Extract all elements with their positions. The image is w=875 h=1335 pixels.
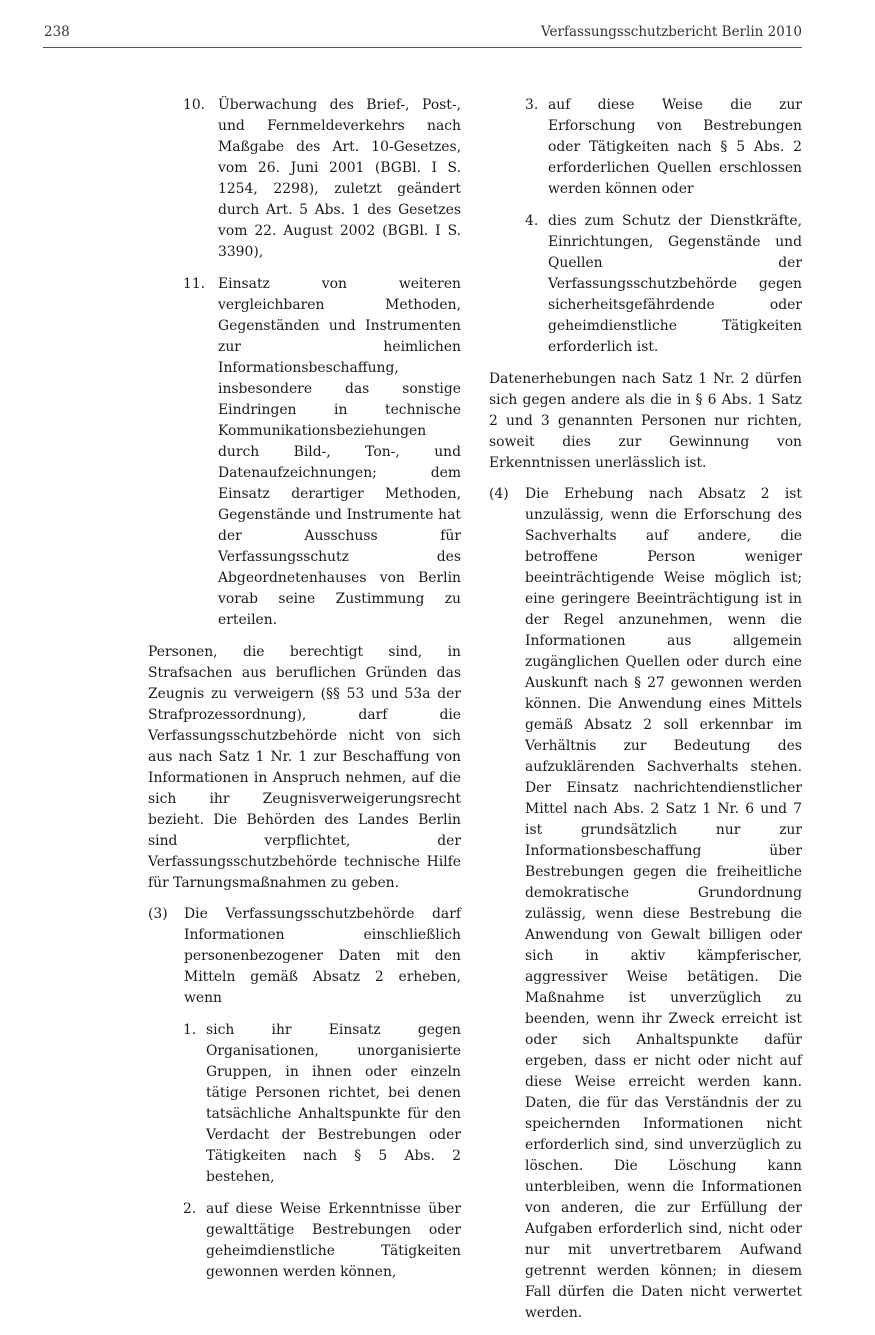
paragraph-data-collection: Datenerhebungen nach Satz 1 Nr. 2 dürfen sich gegen andere als die in § 6 Abs. 1 Satz 2 und 3 genannten Personen nur richten, soweit dies zur Gewinnung von Erkenntnissen unerlässlich ist. bbox=[489, 371, 802, 471]
sub-item-1 bbox=[148, 1020, 461, 1188]
list-number: 2. bbox=[183, 1201, 197, 1217]
sub-item-4 bbox=[489, 211, 802, 358]
section-number: (3) bbox=[148, 906, 168, 922]
list-number: 4. bbox=[525, 213, 539, 229]
sub-item-3 bbox=[489, 95, 802, 200]
page-number: 238 bbox=[44, 24, 70, 40]
list-text: dies zum Schutz der Dienstkräfte, Einrichtungen, Gegenstände und Quellen der Verfassungsschutzbehörde gegen sicherheitsgefährdende oder geheimdienstliche Tätigkeiten erforderlich ist. bbox=[548, 213, 802, 355]
list-number: 10. bbox=[183, 97, 206, 113]
section-3 bbox=[148, 904, 461, 1009]
paragraph-persons: Personen, die berechtigt sind, in Strafsachen aus beruflichen Gründen das Zeugnis zu verweigern (§§ 53 und 53a der Strafprozessordnung), darf die Verfassungsschutzbehörde nicht von sich aus nach Satz 1 Nr. 1 zur Beschaffung von Informationen in Anspruch nehmen, auf die sich ihr Zeugnisverweigerungsrecht bezieht. Die Behörden des Landes Berlin sind verpflichtet, der Verfassungsschutzbehörde technische Hilfe für Tarnungsmaßnahmen zu geben. bbox=[148, 644, 461, 891]
list-number: 11. bbox=[183, 276, 206, 292]
section-text: Die Erhebung nach Absatz 2 ist unzulässig, wenn die Erforschung des Sachverhalts auf andere, die betroffene Person weniger beeinträchtigende Weise möglich ist; eine geringere Beeinträchtigung ist in der Regel anzunehmen, wenn die Informationen aus allgemein zugänglichen Quellen oder durch eine Auskunft nach § 27 gewonnen werden können. Die Anwendung eines Mittels gemäß Absatz 2 soll erkennbar im Verhältnis zur Bedeutung des aufzuklärenden Sachverhalts stehen. Der Einsatz nachrichtendienstlicher Mittel nach Abs. 2 Satz 1 Nr. 6 und 7 ist grundsätzlich nur zur Informationsbeschaffung über Bestrebungen gegen die freiheitliche demokratische Grundordnung zulässig, wenn diese Bestrebung die Anwendung von Gewalt billigen oder sich in aktiv kämpferischer, aggressiver Weise betätigen. Die Maßnahme ist unverzüglich zu beenden, wenn ihr Zweck erreicht ist oder sich Anhaltspunkte dafür ergeben, dass er nicht oder nicht auf diese Weise erreicht werden kann. Daten, die für das Verständnis der zu speichernden Informationen nicht erforderlich sind, sind unverzüglich zu löschen. Die Löschung kann unterbleiben, wenn die Informationen von anderen, die zur Erfüllung der Aufgaben erforderlich sind, nicht oder nur mit unvertretbarem Aufwand getrennt werden können; in diesem Fall dürfen die Daten nicht verwertet werden. bbox=[525, 486, 802, 1321]
section-4 bbox=[489, 484, 802, 1324]
list-item-10 bbox=[148, 95, 461, 263]
sub-item-2 bbox=[148, 1199, 461, 1283]
left-column bbox=[148, 95, 461, 1294]
right-column bbox=[489, 95, 802, 1335]
section-text: Die Verfassungsschutzbehörde darf Informationen einschließlich personenbezogener Daten mit den Mitteln gemäß Absatz 2 erheben, wenn bbox=[184, 906, 461, 1006]
list-text: auf diese Weise die zur Erforschung von Bestrebungen oder Tätigkeiten nach § 5 Abs. 2 erforderlichen Quellen erschlossen werden können oder bbox=[548, 97, 802, 197]
list-item-11 bbox=[148, 274, 461, 631]
list-text: Überwachung des Brief-, Post-, und Fernmeldeverkehrs nach Maßgabe des Art. 10-Gesetzes, vom 26. Juni 2001 (BGBl. I S. 1254, 2298), zuletzt geändert durch Art. 5 Abs. 1 des Gesetzes vom 22. August 2002 (BGBl. I S. 3390), bbox=[218, 97, 461, 260]
list-text: Einsatz von weiteren vergleichbaren Methoden, Gegenständen und Instrumenten zur heimlichen Informationsbeschaffung, insbesondere das sonstige Eindringen in technische Kommunikationsbeziehungen durch Bild-, Ton-, und Datenaufzeichnungen; dem Einsatz derartiger Methoden, Gegenstände und Instrumente hat der Ausschuss für Verfassungsschutz des Abgeordnetenhauses von Berlin vorab seine Zustimmung zu erteilen. bbox=[218, 276, 461, 628]
list-number: 1. bbox=[183, 1022, 197, 1038]
running-title: Verfassungsschutzbericht Berlin 2010 bbox=[541, 24, 802, 40]
list-text: auf diese Weise Erkenntnisse über gewalttätige Bestrebungen oder geheimdienstliche Tätigkeiten gewonnen werden können, bbox=[206, 1201, 461, 1280]
section-number: (4) bbox=[489, 486, 509, 502]
list-text: sich ihr Einsatz gegen Organisationen, unorganisierte Gruppen, in ihnen oder einzeln tätige Personen richtet, bei denen tatsächliche Anhaltspunkte für den Verdacht der Bestrebungen oder Tätigkeiten nach § 5 Abs. 2 bestehen, bbox=[206, 1022, 461, 1185]
list-number: 3. bbox=[525, 97, 539, 113]
page-header bbox=[43, 22, 802, 48]
